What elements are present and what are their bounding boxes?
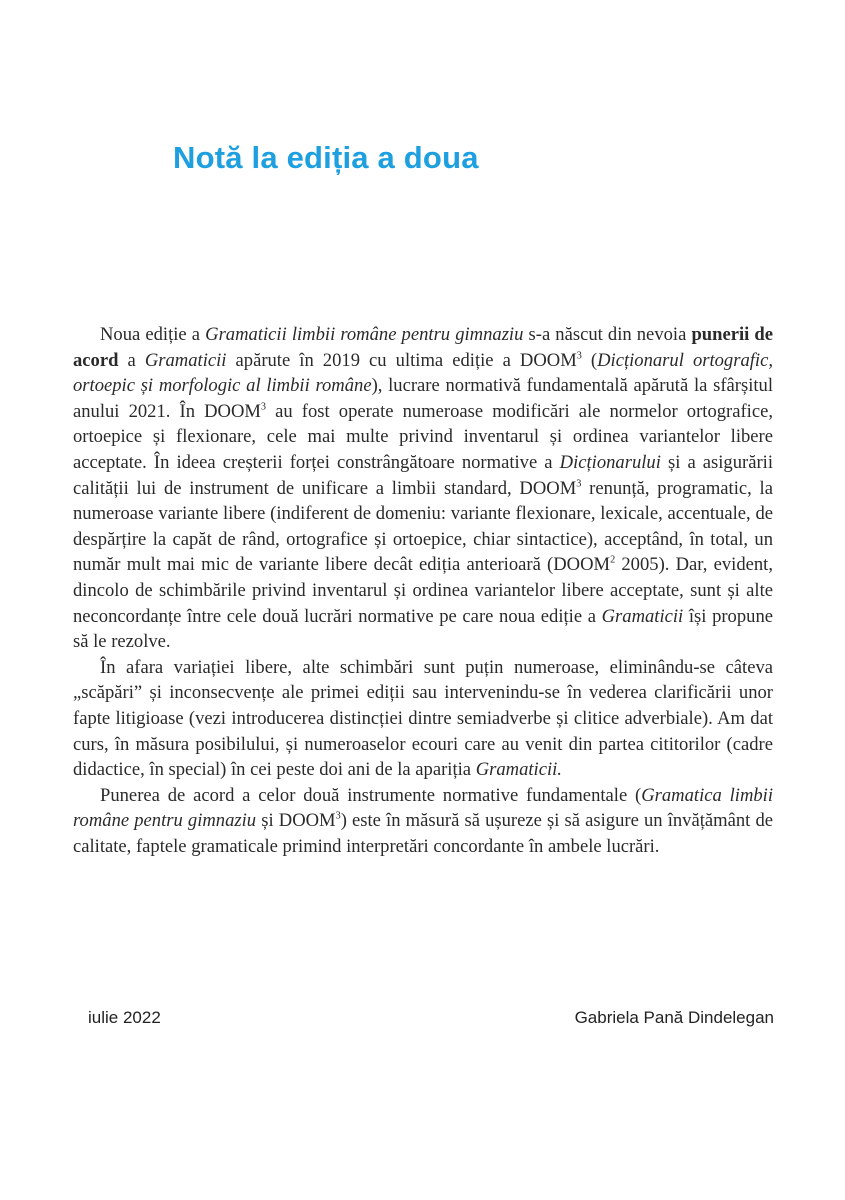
text-run: își propune să le rezolve. bbox=[73, 605, 773, 653]
italic-run: Gramaticii limbii române pentru gimnaziu bbox=[205, 324, 524, 345]
paragraph bbox=[73, 783, 773, 860]
superscript: 3 bbox=[335, 810, 341, 822]
paragraph bbox=[73, 655, 773, 783]
text-run: Punerea de acord a celor două instrumente normative fundamentale ( bbox=[100, 784, 642, 806]
italic-run: Dicționarului bbox=[559, 451, 661, 473]
author-name: Gabriela Pană Dindelegan bbox=[574, 1008, 774, 1027]
text-run: ) este în măsură să ușureze și să asigure un învățământ de calitate, faptele gramaticale primind interpretări concordante în ambele lucrări. bbox=[73, 810, 773, 857]
text-run: și DOOM bbox=[256, 810, 336, 832]
superscript: 3 bbox=[576, 349, 582, 361]
italic-run: Gramaticii bbox=[601, 605, 684, 627]
text-run: ( bbox=[581, 349, 598, 371]
text-run: a bbox=[118, 349, 145, 371]
text-run: ), lucrare normativă fundamentală apărută la sfârșitul anului 2021. În DOOM bbox=[73, 375, 773, 422]
bold-run: punerii de acord bbox=[73, 324, 773, 371]
paragraph bbox=[73, 322, 773, 655]
italic-run: Gramaticii. bbox=[475, 759, 562, 781]
superscript: 2 bbox=[610, 554, 616, 566]
italic-run: Dicționarul ortografic, ortoepic și morfologic al limbii române bbox=[73, 349, 773, 397]
superscript: 3 bbox=[576, 477, 582, 489]
text-run: Noua ediție a bbox=[100, 324, 206, 345]
superscript: 3 bbox=[260, 401, 267, 413]
text-run: În afara variației libere, alte schimbări sunt puțin numeroase, eliminându-se câteva „scăpări” și inconsecvențe ale primei ediții sau intervenindu-se în vederea clarificării unor fapte litigioase (vezi introducerea distincției dintre semiadverbe și clitice adverbiale). Am dat curs, în măsura posibilului, și numeroaselor ecouri care au venit din partea cititorilor (cadre didactice, în special) în cei peste doi ani de la apariția bbox=[73, 656, 773, 781]
text-run: și a asigurării calității lui de instrument de unificare a limbii standard, DOOM bbox=[73, 451, 773, 499]
text-run: renunță, programatic, la numeroase variante libere (indiferent de domeniu: variante flexionare, lexicale, accentuale, de despărțire la capăt de rând, ortografice și ortoepice, chiar sintactice), acceptând, în total, un număr mult mai mic de variante libere decât ediția anterioară (DOOM bbox=[73, 477, 773, 576]
page-title: Notă la ediția a doua bbox=[173, 140, 479, 175]
text-run: au fost operate numeroase modificări ale normelor ortografice, ortoepice și flexionare, cele mai multe privind inventarul și ordinea variantelor libere acceptate. În ideea creșterii forței constrângătoare normative a bbox=[73, 400, 773, 473]
date: iulie 2022 bbox=[88, 1008, 161, 1027]
italic-run: Gramatica limbii române pentru gimnaziu bbox=[73, 784, 773, 832]
text-run: 2005). Dar, evident, dincolo de schimbările privind inventarul și ordinea variantelor libere acceptate, sunt și alte neconcordanțe între cele două lucrări normative pe care noua ediție a bbox=[73, 554, 773, 627]
italic-run: Gramaticii bbox=[144, 349, 227, 371]
text-run: s-a născut din nevoia bbox=[523, 324, 692, 345]
text-run: apărute în 2019 cu ultima ediție a DOOM bbox=[226, 349, 577, 371]
body-text bbox=[73, 322, 773, 859]
